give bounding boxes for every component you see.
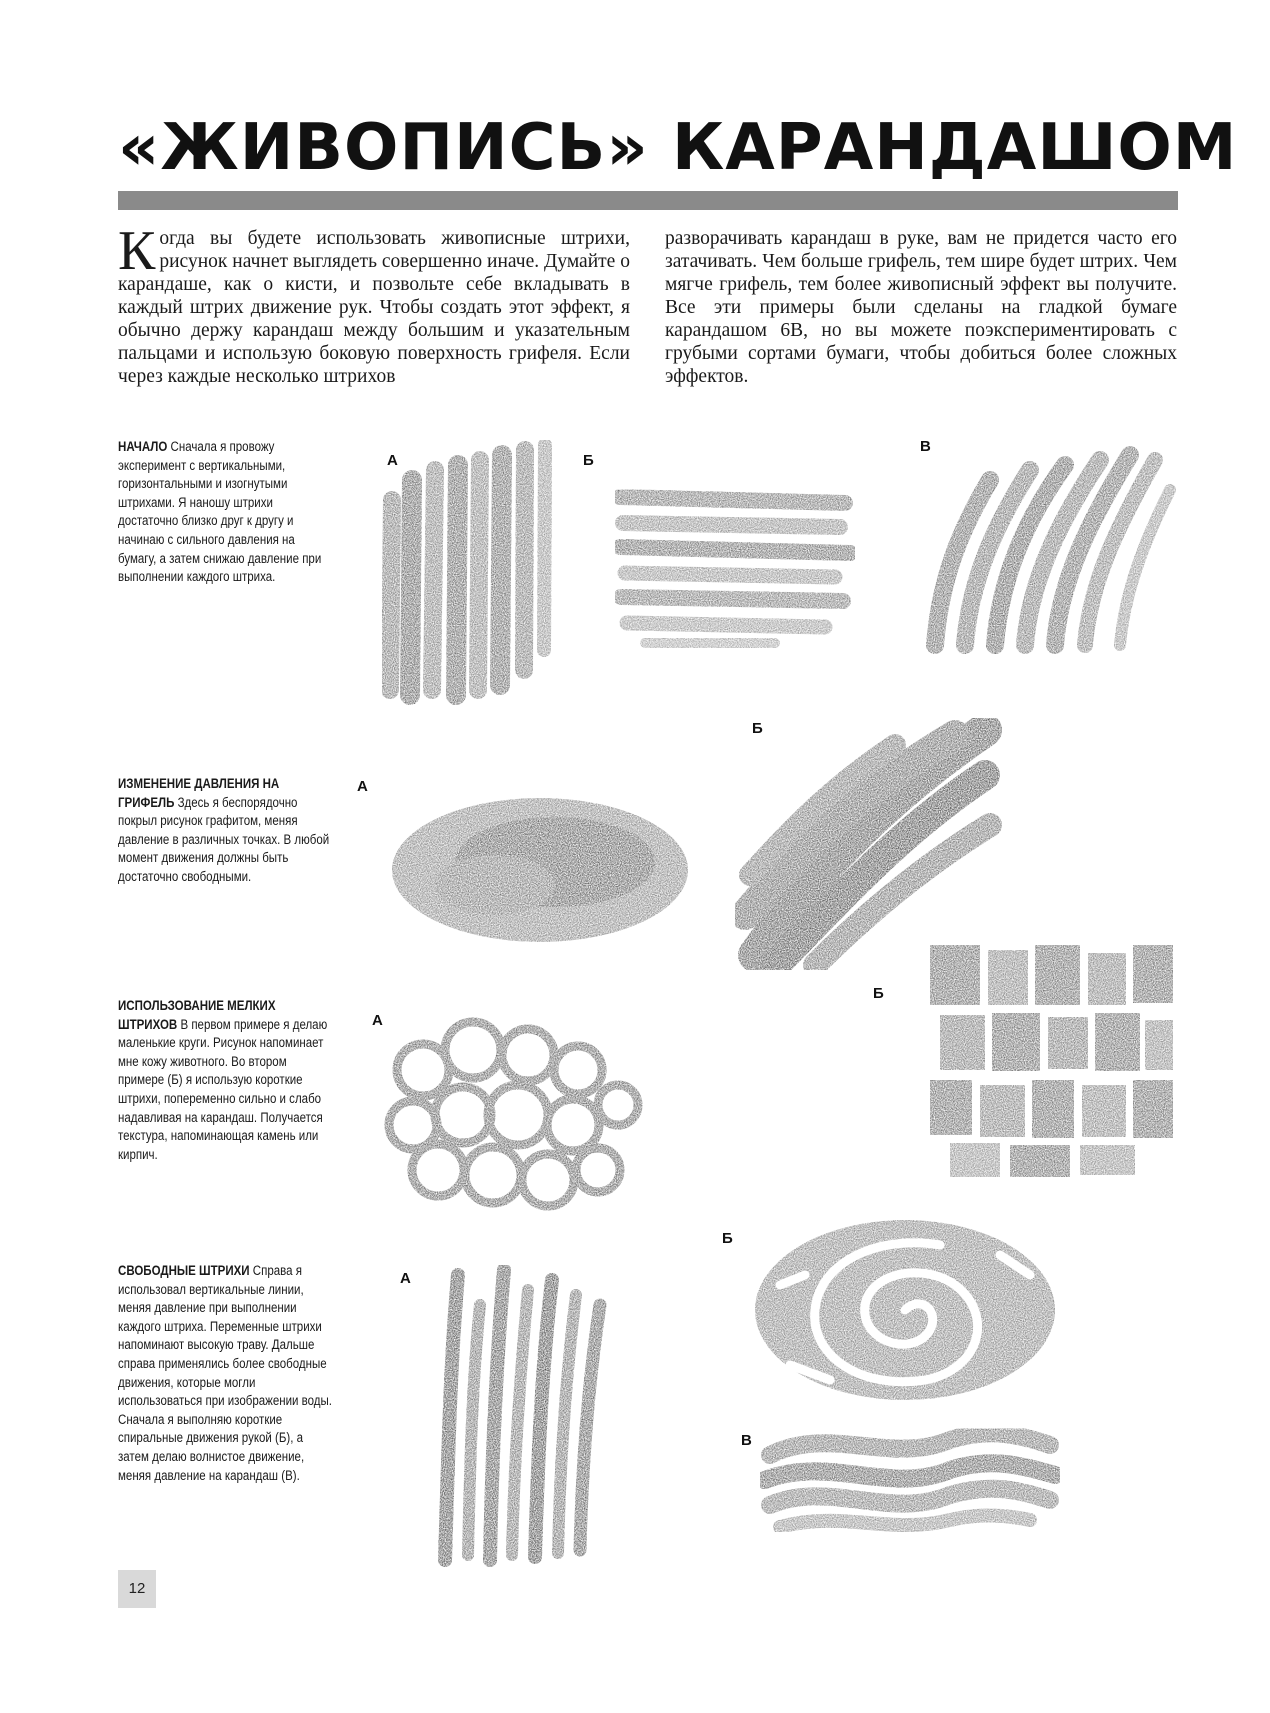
label-a: А — [387, 452, 398, 469]
label-v: В — [741, 1432, 752, 1449]
page-title: «ЖИВОПИСЬ» КАРАНДАШОМ — [118, 111, 1238, 185]
title-underline-bar — [118, 191, 1178, 210]
drop-cap: К — [118, 220, 156, 282]
sketch-brick-texture — [930, 945, 1175, 1180]
caption-text: Справа я использовал вертикальные линии, меняя давление при выполнении каждого штриха. Переменные штрихи напоминают высокую траву. Дальше справа применялись более свободные движения, которые могли использоваться при изображении воды. Сначала я выполняю короткие спиральные движения рукой (Б), а затем делаю волнистое движение, меняя давление на карандаш (В). — [118, 1263, 333, 1483]
caption-pressure — [118, 775, 333, 887]
sketch-pressure-blob — [385, 790, 695, 950]
intro-column-left — [118, 220, 630, 388]
label-b: Б — [752, 720, 763, 737]
sketch-small-circles — [383, 1010, 648, 1220]
caption-free-strokes — [118, 1262, 333, 1485]
intro-column-right — [665, 227, 1177, 388]
caption-heading: ИСПОЛЬЗОВАНИЕ МЕЛКИХ ШТРИХОВ — [118, 998, 276, 1032]
label-b: Б — [722, 1230, 733, 1247]
sketch-spiral-strokes — [750, 1215, 1060, 1405]
label-b: Б — [583, 452, 594, 469]
intro-right-text: разворачивать карандаш в руке, вам не придется часто его затачивать. Чем больше грифель, тем шире будет штрих. Чем мягче грифель, тем более живописный эффект вы получите. Все эти примеры были сделаны на гладкой бумаге карандашом 6В, но вы можете поэкспериментировать с грубыми сортами бумаги, чтобы добиться более сложных эффектов. — [665, 228, 1177, 387]
caption-small-strokes — [118, 997, 333, 1164]
label-a: А — [400, 1270, 411, 1287]
caption-heading: НАЧАЛО — [118, 439, 168, 454]
caption-text: Здесь я беспорядочно покрыл рисунок графитом, меняя давление в различных точках. В любой момент движения должны быть достаточно свободными. — [118, 794, 330, 884]
page-number: 12 — [118, 1570, 156, 1608]
sketch-horizontal-strokes — [615, 485, 855, 650]
label-a: А — [357, 778, 368, 795]
caption-text: Сначала я провожу эксперимент с вертикальными, горизонтальными и изогнутыми штрихами. Я наношу штрихи достаточно близко друг к другу и начинаю с сильного давления на бумагу, а затем снижаю давление при выполнении каждого штриха. — [118, 439, 322, 585]
caption-heading: ИЗМЕНЕНИЕ ДАВЛЕНИЯ НА ГРИФЕЛЬ — [118, 776, 280, 810]
sketch-wavy-strokes — [760, 1415, 1060, 1545]
label-b: Б — [873, 985, 884, 1002]
caption-text: В первом примере я делаю маленькие круги. Рисунок напоминает мне кожу животного. Во втором примере (Б) я использую короткие штрихи, попеременно сильно и слабо надавливая на карандаш. Получается текстура, напоминающая камень или кирпич. — [118, 1016, 328, 1162]
label-v: В — [920, 438, 931, 455]
label-a: А — [372, 1012, 383, 1029]
sketch-pressure-diagonal — [735, 715, 1005, 970]
sketch-curved-strokes — [920, 440, 1180, 655]
sketch-grass-strokes — [430, 1265, 615, 1570]
intro-left-text: огда вы будете использовать живописные штрихи, рисунок начнет выглядеть совершенно иначе. Думайте о карандаше, как о кисти, и позвольте себе вкладывать в каждый штрих движение рук. Чтобы создать этот эффект, я обычно держу карандаш между большим и указательным пальцами и использую боковую поверхность грифеля. Если через каждые несколько штрихов — [118, 228, 630, 387]
caption-start — [118, 438, 333, 587]
caption-heading: СВОБОДНЫЕ ШТРИХИ — [118, 1263, 250, 1278]
sketch-vertical-strokes — [380, 440, 560, 705]
